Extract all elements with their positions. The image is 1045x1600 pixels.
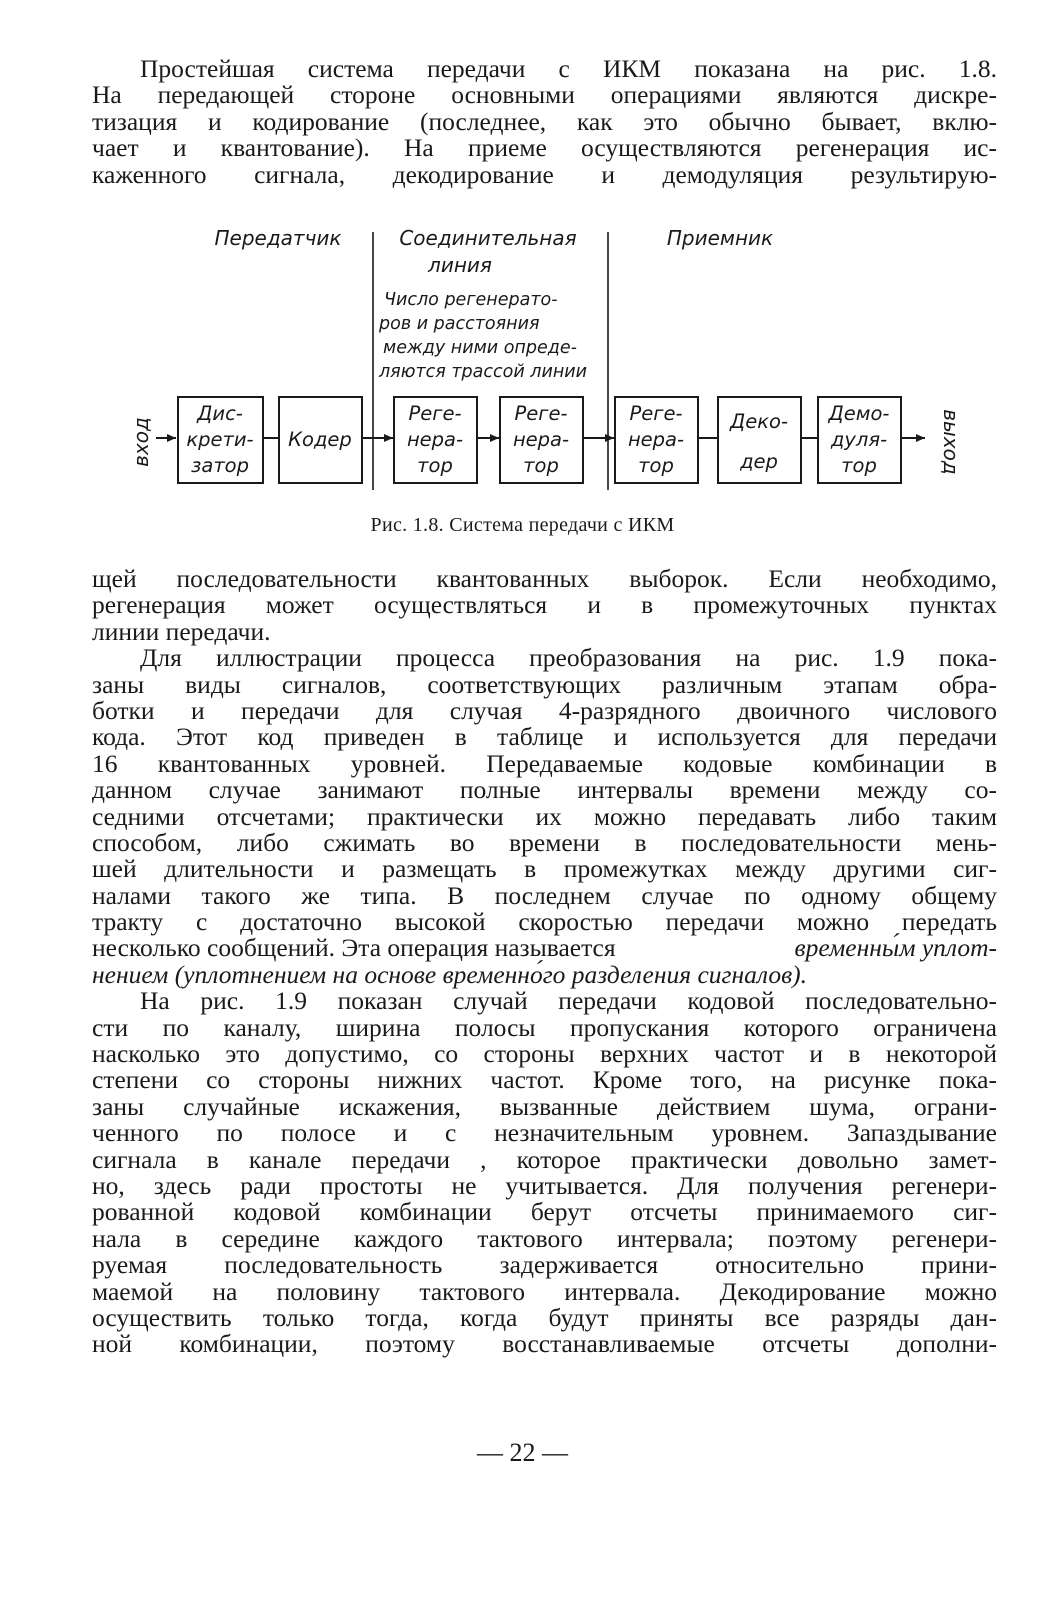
page-number: — 22 — bbox=[477, 1438, 568, 1467]
text-line: На передающей стороне основными операциями являются дискре- bbox=[92, 80, 997, 110]
text-line: седними отсчетами; практически их можно передавать либо таким bbox=[92, 801, 997, 831]
input-label: вход bbox=[129, 417, 153, 467]
figure-caption: Рис. 1.8. Система передачи с ИКМ bbox=[370, 514, 675, 536]
regenerator-note-line-4: ляются трассой линии bbox=[379, 362, 588, 382]
coder-label: Кодер bbox=[288, 428, 352, 451]
text-line: заны случайные искажения, вызванные действием шума, ограни- bbox=[92, 1091, 997, 1121]
sampler-label-3: затор bbox=[191, 454, 249, 477]
text-line: данном случае занимают полные интервалы времени между со- bbox=[92, 775, 997, 805]
text-line: шей длительности и размещать в промежутках между другими сиг- bbox=[92, 854, 997, 884]
regenerator-3-label-2: нера- bbox=[627, 428, 685, 451]
text-line: заны виды сигналов, соответствующих различным этапам обра- bbox=[92, 669, 997, 699]
demodulator-label-3: тор bbox=[841, 454, 877, 477]
paragraph-intro bbox=[92, 56, 997, 188]
text-line: осуществить только тогда, когда будут приняты все разряды дан- bbox=[92, 1302, 997, 1332]
italic-term: временны́м уплот- bbox=[794, 933, 997, 963]
text-segment: несколько сообщений. Эта операция называется bbox=[92, 933, 616, 963]
regenerator-1-label-2: нера- bbox=[406, 428, 464, 451]
text-line: рованной кодовой комбинации берут отсчеты принимаемого сиг- bbox=[92, 1197, 997, 1227]
sampler-label-1: Дис- bbox=[197, 402, 243, 425]
text-line: 16 квантованных уровней. Передаваемые кодовые комбинации в bbox=[92, 748, 997, 778]
demodulator-label-2: дуля- bbox=[830, 428, 888, 451]
regenerator-3-label-1: Реге- bbox=[629, 402, 683, 425]
regenerator-note-line-1: Число регенерато- bbox=[384, 290, 558, 310]
pcm-system-diagram bbox=[0, 215, 1045, 515]
text-line: регенерация может осуществляться и в промежуточных пунктах bbox=[92, 590, 997, 620]
text-line: руемая последовательность задерживается относительно прини- bbox=[92, 1250, 997, 1280]
text-line: способом, либо сжимать во времени в последовательности мень- bbox=[92, 827, 997, 857]
text-line: маемой на половину тактового интервала. Декодирование можно bbox=[92, 1276, 997, 1306]
sampler-label-2: крети- bbox=[186, 428, 254, 451]
regenerator-note-line-3: между ними опреде- bbox=[383, 338, 577, 358]
section-line-label-2: линия bbox=[428, 253, 492, 277]
section-transmitter-label: Передатчик bbox=[214, 226, 342, 250]
section-receiver-label: Приемник bbox=[666, 226, 774, 250]
text-line-italic: нением (уплотнением на основе временно́го разделения сигналов). bbox=[92, 959, 808, 989]
text-line: ной комбинации, поэтому восстанавливаемые отсчеты дополни- bbox=[92, 1329, 997, 1359]
text-line: сигнала в канале передачи , которое практически довольно замет- bbox=[92, 1144, 997, 1174]
paragraph-main bbox=[92, 566, 997, 1358]
regenerator-1-label-3: тор bbox=[417, 454, 453, 477]
decoder-label-1: Деко- bbox=[730, 410, 788, 433]
text-line: На рис. 1.9 показан случай передачи кодовой последовательно- bbox=[140, 986, 997, 1016]
text-line: линии передачи. bbox=[92, 616, 271, 646]
regenerator-2-label-1: Реге- bbox=[514, 402, 568, 425]
demodulator-label-1: Демо- bbox=[828, 402, 890, 425]
regenerator-2-label-3: тор bbox=[523, 454, 559, 477]
text-line: нала в середине каждого тактового интервала; поэтому регенери- bbox=[92, 1223, 997, 1253]
text-line: тизация и кодирование (последнее, как это обычно бывает, вклю- bbox=[92, 106, 997, 136]
regenerator-note-line-2: ров и расстояния bbox=[379, 314, 540, 334]
text-line: налами такого же типа. В последнем случае по одному общему bbox=[92, 880, 997, 910]
text-line: щей последовательности квантованных выборок. Если необходимо, bbox=[92, 564, 997, 593]
text-line bbox=[92, 935, 997, 961]
text-line: Простейшая система передачи с ИКМ показана на рис. 1.8. bbox=[140, 54, 997, 83]
output-label: выход bbox=[939, 409, 963, 475]
text-line: кода. Этот код приведен в таблице и используется для передачи bbox=[92, 722, 997, 752]
text-line: степени со стороны нижних частот. Кроме того, на рисунке пока- bbox=[92, 1065, 997, 1095]
regenerator-1-label-1: Реге- bbox=[408, 402, 462, 425]
text-line: ботки и передачи для случая 4-разрядного двоичного числового bbox=[92, 695, 997, 725]
text-line: каженного сигнала, декодирование и демодуляция результирую- bbox=[92, 159, 997, 189]
text-line: насколько это допустимо, со стороны верхних частот и в некоторой bbox=[92, 1039, 997, 1069]
text-line: чает и квантование). На приеме осуществляются регенерация ис- bbox=[92, 133, 997, 163]
decoder-label-2: дер bbox=[740, 450, 778, 473]
regenerator-3-label-3: тор bbox=[638, 454, 674, 477]
text-line: Для иллюстрации процесса преобразования на рис. 1.9 пока- bbox=[140, 643, 997, 673]
text-line: сти по каналу, ширина полосы пропускания которого ограничена bbox=[92, 1012, 997, 1042]
text-line: ченного по полосе и с незначительным уровнем. Запаздывание bbox=[92, 1118, 997, 1148]
regenerator-2-label-2: нера- bbox=[512, 428, 570, 451]
text-line: тракту с достаточно высокой скоростью передачи можно передать bbox=[92, 907, 997, 937]
section-line-label-1: Соединительная bbox=[399, 226, 577, 250]
text-line: но, здесь ради простоты не учитывается. Для получения регенери- bbox=[92, 1170, 997, 1200]
